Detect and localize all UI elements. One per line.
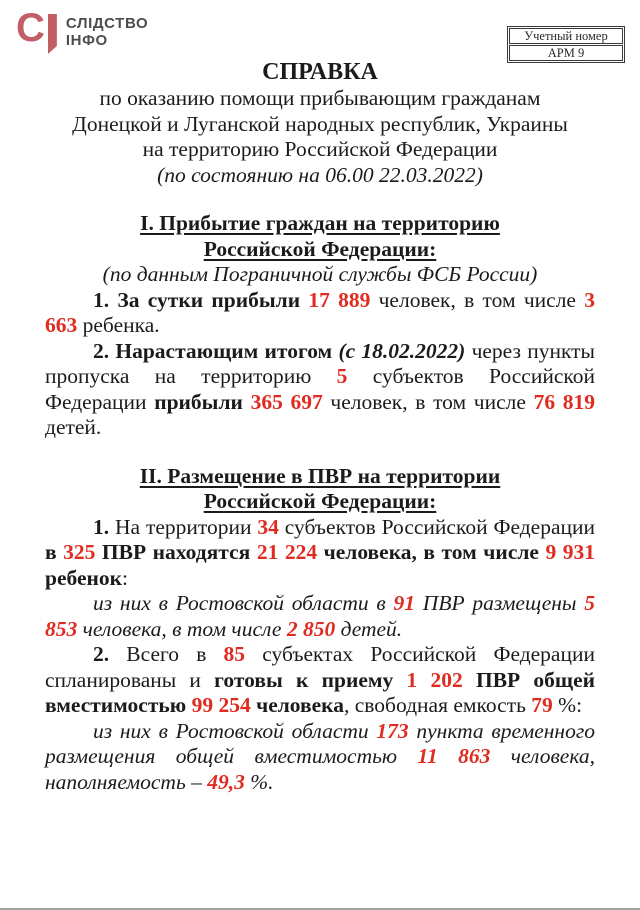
text-segment: прибыли [154, 389, 251, 414]
subtitle-line-3: на территорию Российской Федерации [142, 137, 498, 161]
text-segment: ребенка. [77, 313, 160, 337]
text-segment: ПВР общей вместимостью [45, 667, 595, 717]
highlighted-number: 17 889 [308, 287, 371, 312]
section-1-heading-line2: Российской Федерации: [203, 236, 437, 261]
paragraph [45, 719, 595, 796]
text-segment: 2. [93, 642, 110, 666]
text-segment: детей. [45, 415, 102, 439]
subtitle-line-2: Донецкой и Луганской народных республик, Украины [72, 111, 568, 136]
logo-ci-mark-icon [16, 6, 57, 54]
text-segment: %: [552, 693, 583, 717]
logo-wordmark-line2: ІНФО [65, 32, 108, 49]
highlighted-number: 11 863 [417, 744, 491, 768]
section-2-heading [45, 464, 595, 515]
highlighted-number: 9 931 [545, 540, 595, 564]
section-1-heading [45, 211, 595, 262]
text-segment: ПВР находятся [95, 540, 257, 564]
section-2-heading-line1: II. Размещение в ПВР на территории [139, 463, 501, 488]
paragraph [45, 591, 595, 642]
text-segment: 1. За сутки прибыли [93, 287, 309, 312]
paragraph [45, 515, 595, 592]
text-segment: пункта временного размещения общей вместимостью [45, 718, 595, 768]
logo-wordmark-line1: СЛІДСТВО [65, 15, 149, 32]
text-segment: ребенок [45, 565, 123, 590]
section-1-heading-line1: I. Прибытие граждан на территорию [140, 211, 500, 235]
logo-letter-c: С [16, 6, 45, 50]
subtitle-line-1: по оказанию помощи прибывающим гражданам [99, 86, 541, 110]
highlighted-number: 91 [393, 591, 416, 615]
highlighted-number: 173 [376, 718, 409, 743]
text-segment: (с 18.02.2022) [338, 338, 466, 363]
highlighted-number: 325 [63, 540, 96, 564]
text-segment: ПВР размещены [415, 591, 585, 615]
text-segment: 1. [93, 514, 110, 539]
text-segment: субъектах Российской Федерации спланированы и [45, 642, 595, 692]
text-segment: из них в Ростовской области [93, 718, 377, 743]
registry-number-box [507, 26, 625, 63]
highlighted-number: 79 [531, 693, 553, 717]
section-2 [45, 464, 595, 796]
highlighted-number: 99 254 [191, 693, 251, 717]
text-segment: На территории [109, 514, 258, 539]
paragraph [45, 642, 595, 719]
registry-number-label: Учетный номер [509, 28, 623, 44]
section-1 [45, 211, 595, 441]
page-title: СПРАВКА [262, 59, 378, 85]
text-segment: человека, наполняемость – [45, 744, 595, 794]
paragraph [45, 339, 595, 441]
highlighted-number: 85 [223, 642, 246, 666]
section-2-paragraphs [45, 515, 595, 796]
highlighted-number: 3 663 [45, 287, 595, 337]
highlighted-number: 49,3 [207, 769, 245, 794]
highlighted-number: 34 [257, 514, 279, 539]
text-segment: Всего в [109, 642, 224, 666]
highlighted-number: 2 850 [286, 616, 336, 641]
text-segment: 2. Нарастающим итогом [93, 338, 339, 363]
text-segment: готовы к приему [214, 667, 407, 692]
highlighted-number: 5 853 [45, 591, 596, 641]
highlighted-number: 21 224 [256, 540, 318, 564]
text-segment: через пункты пропуска на территорию [45, 338, 595, 388]
as-of-date-line: (по состоянию на 06.00 22.03.2022) [157, 162, 483, 187]
paragraph [45, 288, 595, 339]
text-segment: субъектов Российской Федерации [278, 514, 595, 539]
document-content [0, 58, 640, 795]
text-segment: из них в Ростовской области в [93, 591, 394, 615]
text-segment: : [122, 565, 129, 590]
text-segment: субъектов Российской Федерации [45, 364, 595, 414]
logo-i-bar-icon [48, 14, 57, 54]
section-1-paragraphs [45, 288, 595, 441]
text-segment: человека, в том числе [77, 616, 287, 641]
logo-wordmark [66, 12, 148, 49]
highlighted-number: 76 819 [533, 389, 595, 414]
text-segment: , свободная емкость [344, 693, 532, 717]
highlighted-number: 365 697 [250, 389, 323, 414]
text-segment: человека, в том числе [317, 540, 546, 564]
text-segment: человек, в том числе [370, 287, 585, 312]
text-segment: человек, в том числе [322, 389, 534, 414]
section-1-source-note: (по данным Пограничной службы ФСБ России) [102, 262, 538, 286]
text-segment: в [45, 540, 64, 564]
text-segment: детей. [335, 616, 403, 641]
highlighted-number: 5 [336, 364, 348, 388]
text-segment: %. [244, 769, 274, 794]
text-segment: человека [250, 693, 344, 717]
registry-number-value: АРМ 9 [509, 45, 623, 61]
highlighted-number: 1 202 [406, 667, 463, 692]
slidstvo-info-logo [16, 6, 149, 54]
section-2-heading-line2: Российской Федерации: [203, 489, 437, 513]
